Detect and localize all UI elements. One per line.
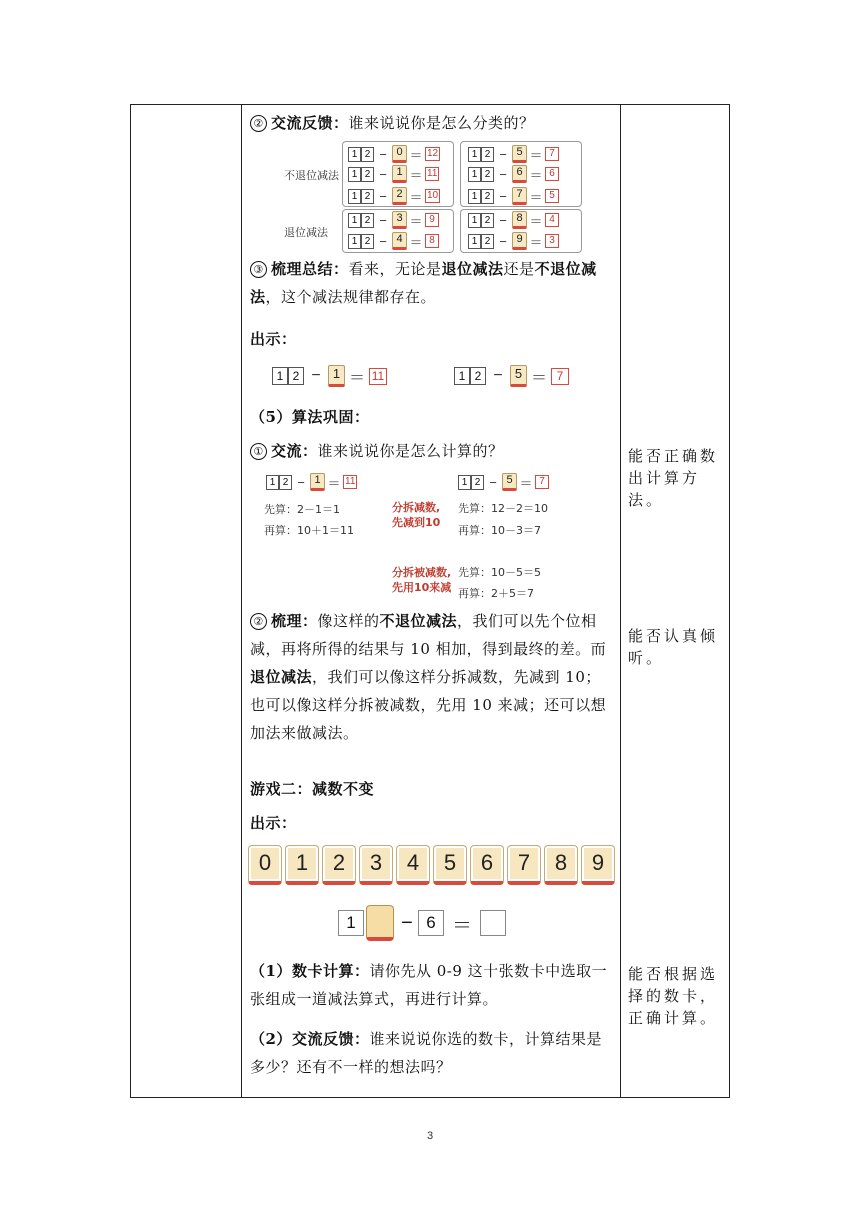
result-box: 12 bbox=[427, 148, 439, 159]
number-card-4[interactable]: 4 bbox=[396, 845, 430, 885]
number-card-1[interactable]: 1 bbox=[285, 845, 319, 885]
minus-sign: − bbox=[379, 233, 387, 249]
calc-step: 再算：10－3＝7 bbox=[458, 524, 541, 537]
calc-step: 再算：10＋1＝11 bbox=[264, 524, 354, 537]
game2-heading: 游戏二：减数不变 bbox=[250, 780, 375, 798]
task1-paragraph: （1）数卡计算：请你先从 0-9 这十张数卡中选取一张组成一道减法算式，再进行计算。 bbox=[250, 962, 608, 1008]
subtraction-equation bbox=[468, 145, 559, 163]
step3-paragraph: ③ 梳理总结：看来，无论是退位减法还是不退位减法，这个减法规律都存在。 bbox=[250, 260, 597, 306]
circled-number: ② bbox=[250, 115, 267, 132]
number-card: 8 bbox=[512, 211, 527, 229]
minus-sign: − bbox=[499, 212, 507, 228]
minus-sign: − bbox=[379, 188, 387, 204]
minus-sign: − bbox=[499, 233, 507, 249]
column-divider bbox=[241, 105, 242, 1097]
number-card: 4 bbox=[392, 232, 407, 250]
digit-box: 2 bbox=[361, 147, 374, 162]
digit-box: 2 bbox=[361, 234, 374, 249]
number-card-3[interactable]: 3 bbox=[359, 845, 393, 885]
minus-sign: − bbox=[379, 166, 387, 182]
puzzle-equation bbox=[338, 905, 506, 941]
digit-box: 1 bbox=[338, 910, 364, 936]
equals-sign: ＝ bbox=[409, 234, 423, 250]
exchange-paragraph: ① 交流：谁来说说你是怎么计算的？ bbox=[250, 437, 616, 465]
equals-sign: ＝ bbox=[409, 147, 423, 163]
minus-sign: − bbox=[379, 212, 387, 228]
digit-box: 2 bbox=[481, 189, 494, 204]
number-card: 2 bbox=[392, 187, 407, 205]
summary-paragraph: ② 梳理：像这样的不退位减法，我们可以先个位相减，再将所得的结果与 10 相加，得到最终的差。而退位减法，我们可以像这样分拆减数，先减到 10；也可以像这样分拆被减数，先用 10 来减；还可以想加法来做减法。 bbox=[250, 612, 607, 742]
subtraction-equation bbox=[348, 211, 439, 229]
equals-sign: ＝ bbox=[409, 167, 423, 183]
calc-step: 先算：10－5＝5 bbox=[458, 566, 541, 579]
result-box: 5 bbox=[545, 189, 559, 203]
equals-sign: ＝ bbox=[452, 914, 472, 937]
section5-heading: （5）算法巩固： bbox=[250, 408, 370, 426]
digit-box: 1 bbox=[348, 234, 361, 249]
blank-card-slot[interactable] bbox=[366, 905, 394, 941]
number-card-2[interactable]: 2 bbox=[322, 845, 356, 885]
subtraction-equation bbox=[468, 232, 559, 250]
show-label: 出示： bbox=[250, 330, 297, 348]
step2-paragraph: ② 交流反馈：谁来说说你是怎么分类的？ bbox=[250, 109, 616, 137]
digit-box: 1 bbox=[348, 147, 361, 162]
digit-box: 1 bbox=[468, 213, 481, 228]
result-box: 11 bbox=[427, 168, 438, 179]
digit-box: 1 bbox=[468, 167, 481, 182]
digit-box: 1 bbox=[468, 189, 481, 204]
minus-sign: − bbox=[499, 166, 507, 182]
calc-step: 再算：2＋5＝7 bbox=[458, 587, 534, 600]
result-box: 10 bbox=[427, 190, 439, 201]
assessment-note: 能否根据选择的数卡，正确计算。 bbox=[628, 965, 719, 1027]
equals-sign: ＝ bbox=[529, 213, 543, 229]
show-label: 出示： bbox=[250, 814, 297, 832]
subtraction-equation bbox=[468, 187, 559, 205]
subtraction-equation bbox=[348, 187, 440, 205]
number-card: 1 bbox=[392, 165, 407, 183]
answer-box[interactable] bbox=[480, 910, 506, 936]
digit-box: 2 bbox=[481, 147, 494, 162]
number-card: 6 bbox=[512, 165, 527, 183]
digit-box: 2 bbox=[481, 167, 494, 182]
subtraction-equation bbox=[468, 211, 559, 229]
digit-box: 1 bbox=[348, 213, 361, 228]
show-equation-2: 1 2 − 5 ＝ 7 bbox=[454, 367, 569, 385]
result-box: 4 bbox=[545, 213, 559, 227]
method-note: 分拆被减数, bbox=[392, 566, 452, 579]
lesson-table bbox=[130, 104, 730, 1098]
digit-box: 1 bbox=[348, 189, 361, 204]
task2-paragraph: （2）交流反馈：谁来说说你选的数卡，计算结果是多少？还有不一样的想法吗？ bbox=[250, 1030, 602, 1076]
digit-box: 1 bbox=[468, 147, 481, 162]
page-number: 3 bbox=[426, 1130, 434, 1142]
subtraction-equation bbox=[348, 232, 439, 250]
subtraction-equation bbox=[348, 145, 440, 163]
minus-sign: − bbox=[401, 911, 413, 934]
result-box: 9 bbox=[425, 213, 439, 227]
digit-box: 2 bbox=[361, 167, 374, 182]
calc-equation-1: 1 2 − 1 ＝ 11 bbox=[266, 473, 357, 491]
method-note: 先减到10 bbox=[392, 516, 441, 529]
equals-sign: ＝ bbox=[409, 189, 423, 205]
no-borrow-label: 不退位减法 bbox=[284, 169, 339, 182]
method-note: 分拆减数, bbox=[392, 501, 441, 514]
digit-box: 2 bbox=[481, 234, 494, 249]
equals-sign: ＝ bbox=[529, 189, 543, 205]
number-card-5[interactable]: 5 bbox=[433, 845, 467, 885]
subtraction-equation bbox=[348, 165, 439, 183]
calc-step: 先算：2－1＝1 bbox=[264, 503, 340, 516]
digit-box: 6 bbox=[418, 910, 444, 936]
number-card: 0 bbox=[392, 145, 407, 163]
result-box: 8 bbox=[425, 234, 439, 248]
number-card: 5 bbox=[512, 145, 527, 163]
number-card: 7 bbox=[512, 187, 527, 205]
digit-box: 2 bbox=[361, 213, 374, 228]
equals-sign: ＝ bbox=[409, 213, 423, 229]
equals-sign: ＝ bbox=[529, 234, 543, 250]
number-card: 9 bbox=[512, 232, 527, 250]
digit-box: 1 bbox=[468, 234, 481, 249]
subtraction-equation bbox=[468, 165, 559, 183]
digit-box: 2 bbox=[361, 189, 374, 204]
number-card-8[interactable]: 8 bbox=[544, 845, 578, 885]
column-divider bbox=[620, 105, 621, 1097]
number-card-7[interactable]: 7 bbox=[507, 845, 541, 885]
number-card: 3 bbox=[392, 211, 407, 229]
minus-sign: − bbox=[379, 146, 387, 162]
minus-sign: − bbox=[499, 146, 507, 162]
digit-box: 2 bbox=[481, 213, 494, 228]
equals-sign: ＝ bbox=[529, 167, 543, 183]
number-card-row bbox=[248, 845, 618, 885]
borrow-label: 退位减法 bbox=[284, 226, 328, 239]
minus-sign: − bbox=[499, 188, 507, 204]
result-box: 7 bbox=[545, 147, 559, 161]
calc-equation-2: 1 2 − 5 ＝ 7 bbox=[458, 473, 549, 491]
calc-step: 先算：12－2＝10 bbox=[458, 502, 548, 515]
show-equation-1: 1 2 − 1 ＝ 11 bbox=[272, 367, 387, 385]
result-box: 3 bbox=[545, 234, 559, 248]
number-card-9[interactable]: 9 bbox=[581, 845, 615, 885]
number-card-6[interactable]: 6 bbox=[470, 845, 504, 885]
equals-sign: ＝ bbox=[529, 147, 543, 163]
number-card-0[interactable]: 0 bbox=[248, 845, 282, 885]
digit-box: 1 bbox=[348, 167, 361, 182]
result-box: 6 bbox=[545, 167, 559, 181]
assessment-note: 能否认真倾听。 bbox=[628, 627, 719, 667]
assessment-note: 能否正确数出计算方法。 bbox=[628, 447, 719, 509]
method-note: 先用10来减 bbox=[392, 581, 452, 594]
